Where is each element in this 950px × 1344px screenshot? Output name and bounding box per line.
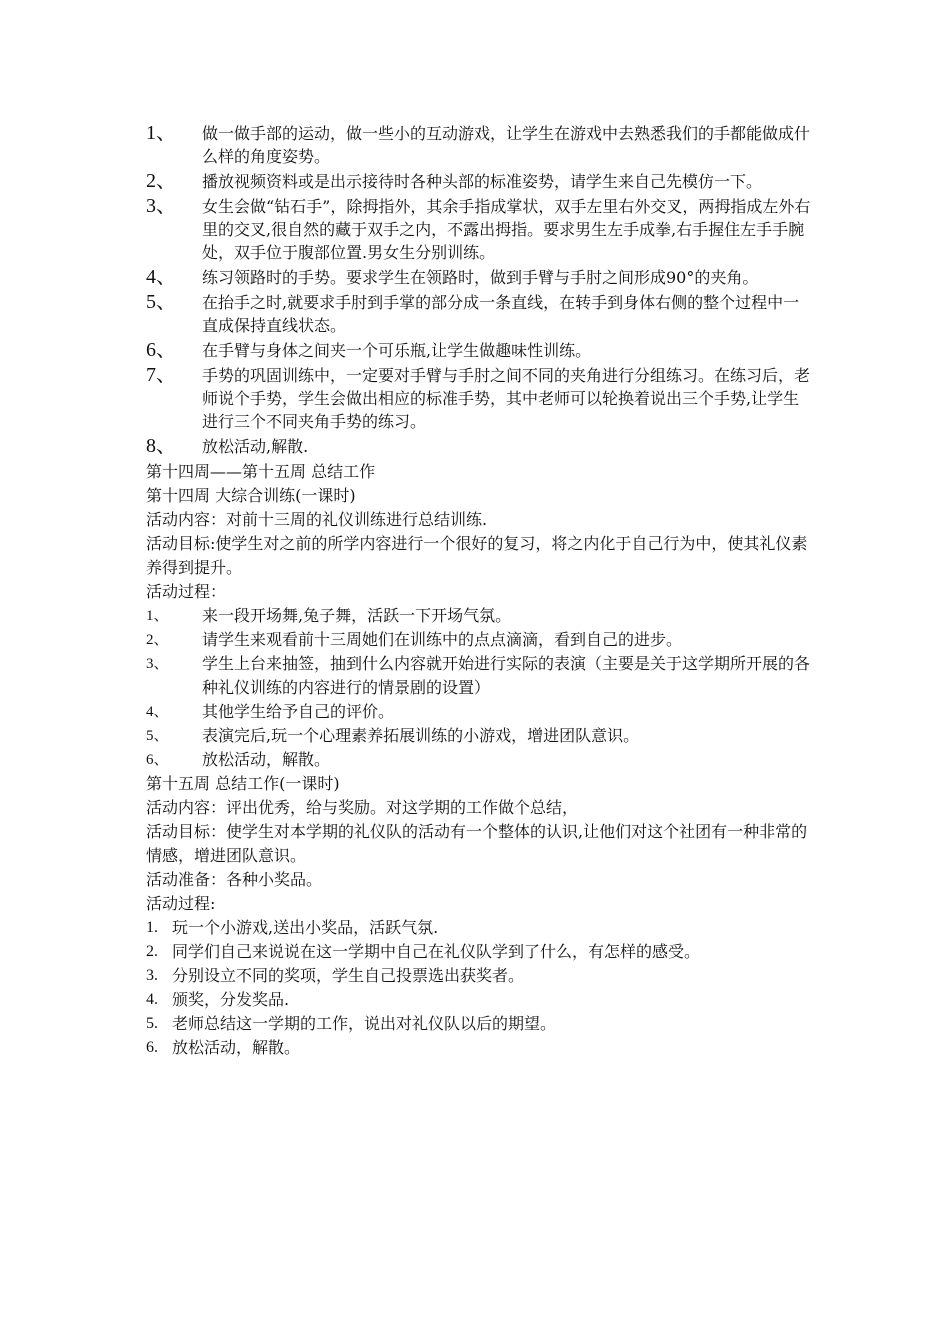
item-number: 4.: [146, 991, 158, 1008]
item-text: 玩一个小游戏,送出小奖品，活跃气氛.: [172, 918, 439, 937]
item-number: 6.: [146, 1039, 158, 1056]
week14-title: 第十四周 大综合训练(一课时): [146, 486, 356, 505]
list-item: [146, 628, 811, 652]
item-number: 5.: [146, 1015, 158, 1032]
item-text: 表演完后,玩一个心理素养拓展训练的小游戏，增进团队意识。: [202, 726, 640, 745]
item-number: 5、: [146, 728, 169, 744]
week14-process-label: 活动过程：: [146, 582, 227, 601]
list-item: [146, 1012, 811, 1036]
week15-section: [146, 772, 811, 1060]
item-text: 来一段开场舞,兔子舞，活跃一下开场气氛。: [202, 606, 512, 625]
week14-section: [146, 484, 811, 772]
item-text: 在手臂与身体之间夹一个可乐瓶,让学生做趣味性训练。: [202, 341, 592, 360]
item-text: 女生会做“钻石手”，除拇指外，其余手指成掌状，双手左里右外交叉，两拇指成左外右里的交叉,很自然的藏于双手之内，不露出拇指。要求男生左手成拳,右手握住左手手腕处，双手位于腹部位置.男女生分别训练。: [202, 197, 811, 262]
list-item: [146, 700, 811, 724]
list-item: [146, 339, 811, 362]
item-number: 4、: [146, 704, 169, 720]
item-number: 5、: [146, 291, 176, 313]
item-number: 3、: [146, 656, 169, 672]
item-text: 播放视频资料或是出示接待时各种头部的标准姿势，请学生来自己先模仿一下。: [202, 172, 763, 191]
list-item: [146, 940, 811, 964]
item-text: 老师总结这一学期的工作，说出对礼仪队以后的期望。: [172, 1014, 557, 1033]
item-text: 放松活动，解散。: [172, 1038, 301, 1057]
item-number: 1、: [146, 608, 169, 624]
item-number: 1.: [146, 919, 158, 936]
week14-content: 活动内容：对前十三周的礼仪训练进行总结训练.: [146, 510, 488, 529]
item-text: 请学生来观看前十三周她们在训练中的点点滴滴，看到自己的进步。: [202, 630, 683, 649]
item-text: 分别设立不同的奖项，学生自己投票选出获奖者。: [172, 966, 525, 985]
item-number: 3、: [146, 195, 176, 217]
item-number: 2、: [146, 632, 169, 648]
week14-goal: 活动目标:使学生对之前的所学内容进行一个很好的复习，将之内化于自己行为中，使其礼仪素养得到提升。: [146, 534, 808, 577]
item-text: 做一做手部的运动，做一些小的互动游戏，让学生在游戏中去熟悉我们的手都能做成什么样的角度姿势。: [202, 124, 811, 166]
document-body: [146, 122, 811, 1060]
list-item: [146, 964, 811, 988]
item-number: 4、: [146, 266, 176, 288]
list-item: [146, 1036, 811, 1060]
list-item: [146, 195, 811, 264]
item-number: 2、: [146, 170, 176, 192]
list-item: [146, 291, 811, 337]
item-number: 8、: [146, 435, 176, 457]
list-item: [146, 988, 811, 1012]
item-text: 在抬手之时,就要求手肘到手掌的部分成一条直线，在转手到身体右侧的整个过程中一直成保持直线状态。: [202, 293, 800, 335]
list-item: [146, 604, 811, 628]
item-number: 6、: [146, 752, 169, 768]
item-text: 学生上台来抽签，抽到什么内容就开始进行实际的表演（主要是关于这学期所开展的各种礼仪训练的内容进行的情景剧的设置）: [202, 654, 811, 697]
list-item: [146, 266, 811, 289]
item-text: 放松活动，解散。: [202, 750, 331, 769]
item-number: 7、: [146, 364, 176, 386]
list-item: [146, 122, 811, 168]
week15-process-label: 活动过程:: [146, 894, 216, 913]
item-number: 6、: [146, 339, 176, 361]
item-text: 放松活动,解散.: [202, 437, 309, 456]
item-number: 3.: [146, 967, 158, 984]
week15-content: 活动内容：评出优秀，给与奖励。对这学期的工作做个总结，: [146, 798, 579, 817]
week15-prep: 活动准备：各种小奖品。: [146, 870, 323, 889]
week15-goal: 活动目标：使学生对本学期的礼仪队的活动有一个整体的认识,让他们对这个社团有一种非常的情感，增进团队意识。: [146, 822, 808, 865]
gesture-training-list: [146, 122, 811, 458]
list-item: [146, 170, 811, 193]
list-item: [146, 435, 811, 458]
item-text: 其他学生给予自己的评价。: [202, 702, 395, 721]
item-number: 1、: [146, 122, 176, 144]
week15-title: 第十五周 总结工作(一课时): [146, 774, 340, 793]
list-item: [146, 724, 811, 748]
item-text: 练习领路时的手势。要求学生在领路时，做到手臂与手肘之间形成90°的夹角。: [202, 268, 759, 287]
list-item: [146, 748, 811, 772]
section-heading: 第十四周——第十五周 总结工作: [146, 462, 376, 481]
list-item: [146, 364, 811, 433]
item-text: 手势的巩固训练中，一定要对手臂与手肘之间不同的夹角进行分组练习。在练习后，老师说个手势，学生会做出相应的标准手势，其中老师可以轮换着说出三个手势,让学生进行三个不同夹角手势的练习。: [202, 366, 811, 431]
item-text: 颁奖，分发奖品.: [172, 990, 290, 1009]
item-text: 同学们自己来说说在这一学期中自己在礼仪队学到了什么，有怎样的感受。: [172, 942, 701, 961]
list-item: [146, 916, 811, 940]
list-item: [146, 652, 811, 700]
item-number: 2.: [146, 943, 158, 960]
